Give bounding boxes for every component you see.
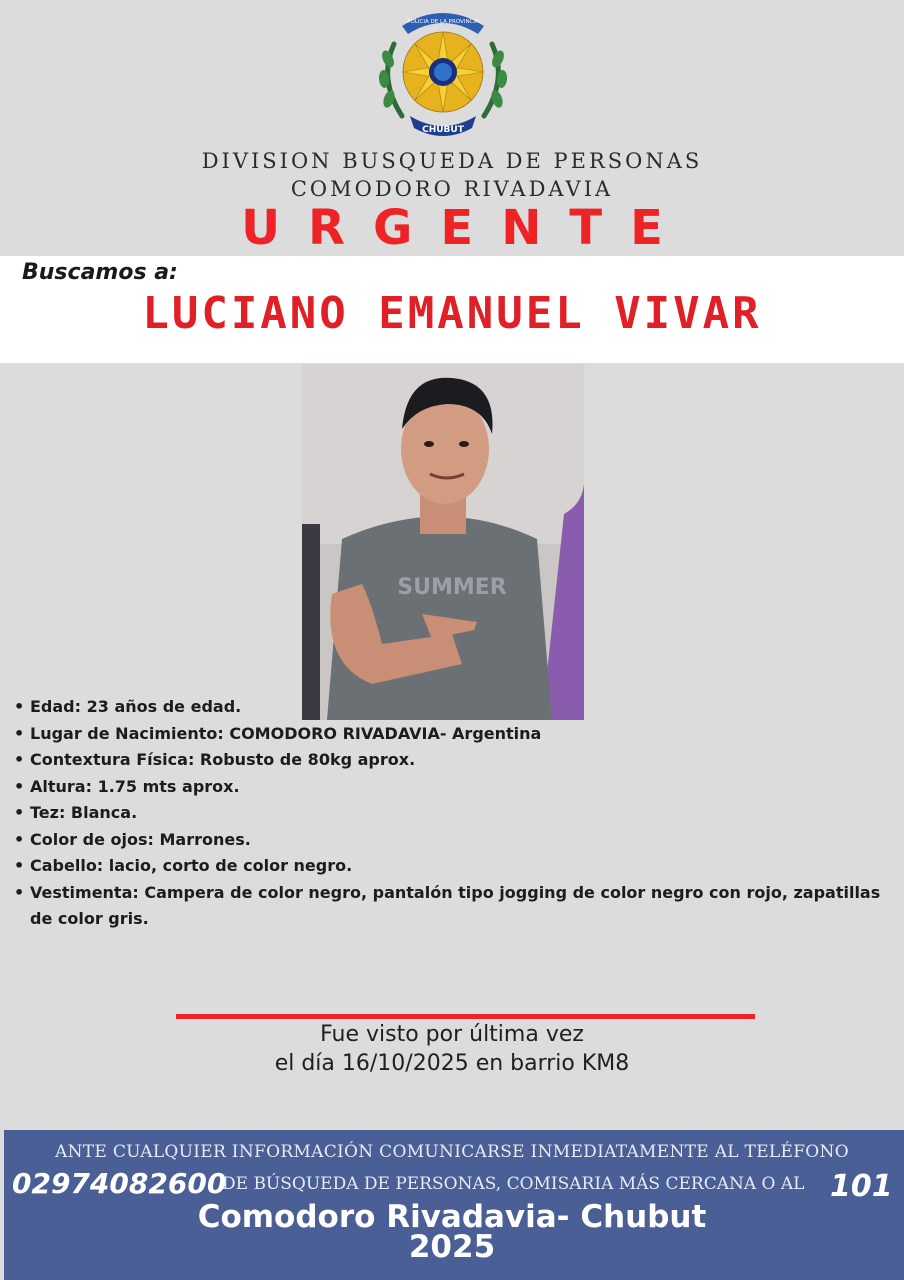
detail-clothing: • Vestimenta: Campera de color negro, pantalón tipo jogging de color negro con rojo, zapatillas de color gris. bbox=[12, 880, 892, 933]
detail-build: • Contextura Física: Robusto de 80kg aprox. bbox=[12, 747, 892, 774]
detail-hair: • Cabello: lacio, corto de color negro. bbox=[12, 853, 892, 880]
footer-contact-text: DE BÚSQUEDA DE PERSONAS, COMISARIA MÁS CERCANA O AL bbox=[222, 1174, 805, 1194]
person-details-list bbox=[12, 694, 892, 933]
detail-eye-color: • Color de ojos: Marrones. bbox=[12, 827, 892, 854]
urgent-heading: URGENTE bbox=[241, 200, 691, 256]
detail-complexion: • Tez: Blanca. bbox=[12, 800, 892, 827]
divider bbox=[176, 1014, 755, 1019]
last-seen-line2: el día 16/10/2025 en barrio KM8 bbox=[274, 1051, 630, 1076]
footer-city: Comodoro Rivadavia- Chubut bbox=[197, 1199, 707, 1235]
police-seal-icon bbox=[372, 4, 514, 142]
detail-age: • Edad: 23 años de edad. bbox=[12, 694, 892, 721]
detail-height: • Altura: 1.75 mts aprox. bbox=[12, 774, 892, 801]
division-title: DIVISION BUSQUEDA DE PERSONAS bbox=[201, 149, 703, 173]
division-city: COMODORO RIVADAVIA bbox=[290, 177, 614, 201]
missing-person-name: LUCIANO EMANUEL VIVAR bbox=[142, 288, 762, 339]
detail-birthplace: • Lugar de Nacimiento: COMODORO RIVADAVIA- Argentina bbox=[12, 721, 892, 748]
svg-text:POLICIA DE LA PROVINCIA: POLICIA DE LA PROVINCIA bbox=[407, 19, 479, 25]
footer-instruction: ANTE CUALQUIER INFORMACIÓN COMUNICARSE INMEDIATAMENTE AL TELÉFONO bbox=[55, 1142, 849, 1162]
last-seen-line1: Fue visto por última vez bbox=[320, 1022, 584, 1047]
person-photo bbox=[302, 364, 584, 720]
svg-text:CHUBUT: CHUBUT bbox=[422, 125, 464, 135]
footer-emergency-number: 101 bbox=[830, 1169, 893, 1204]
footer-year: 2025 bbox=[408, 1229, 496, 1265]
svg-text:SUMMER: SUMMER bbox=[397, 575, 507, 600]
intro-label: Buscamos a: bbox=[22, 260, 178, 285]
footer-phone: 02974082600 bbox=[12, 1167, 227, 1200]
